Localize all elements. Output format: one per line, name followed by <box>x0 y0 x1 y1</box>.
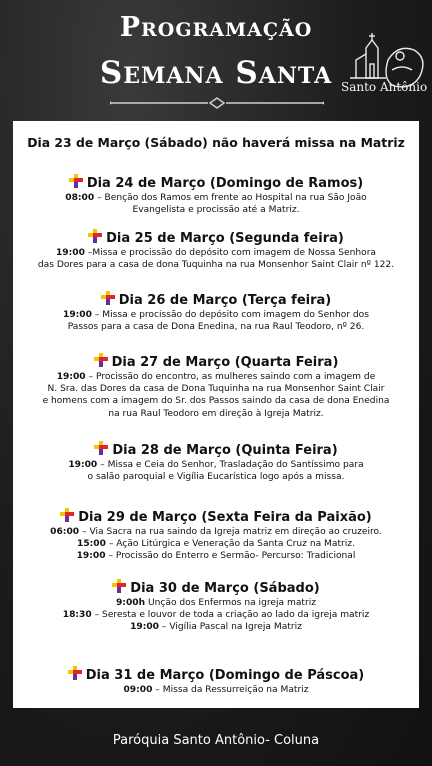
day-title-text: Dia 28 de Março (Quinta Feira) <box>112 443 338 458</box>
schedule-time: 18:30 <box>62 610 92 621</box>
schedule-line <box>13 309 419 321</box>
day-section <box>13 579 419 634</box>
schedule-text: Unção dos Enfermos na igreja matriz <box>145 598 316 608</box>
day-title <box>13 441 419 459</box>
schedule-line <box>13 204 419 216</box>
schedule-text: – Vigília Pascal na Igreja Matriz <box>159 622 302 633</box>
schedule-time: 09:00 <box>123 685 153 695</box>
cross-icon <box>94 441 108 455</box>
schedule-line <box>13 321 419 333</box>
schedule-line <box>13 471 419 483</box>
schedule-time: 19:00 <box>55 248 85 258</box>
schedule-time: 06:00 <box>50 527 80 537</box>
schedule-line <box>13 371 419 383</box>
schedule-text: – Procissão do encontro, as mulheres saindo com a imagem de <box>85 372 376 382</box>
cross-icon <box>60 508 74 522</box>
schedule-text: – Missa e Ceia do Senhor, Trasladação do Santíssimo para <box>97 460 364 470</box>
day-section <box>13 441 419 483</box>
day-title <box>13 666 419 684</box>
day-title <box>13 579 419 597</box>
day-title-text: Dia 26 de Março (Terça feira) <box>118 293 332 308</box>
schedule-text: Passos para a casa de Dona Enedina, na rua Raul Teodoro, nº 26. <box>67 322 365 333</box>
day-section <box>13 229 419 271</box>
schedule-line <box>13 259 419 271</box>
day-title-text: Dia 24 de Março (Domingo de Ramos) <box>86 176 364 191</box>
schedule-time: 9:00h <box>115 598 146 608</box>
schedule-line <box>13 621 419 633</box>
schedule-text: – Benção dos Ramos em frente ao Hospital na rua São João <box>94 193 367 203</box>
schedule-text: N. Sra. das Dores da casa de Dona Tuquinha na rua Monsenhor Saint Clair <box>47 384 385 395</box>
schedule-text: – Procissão do Enterro e Sermão- Percurso: Tradicional <box>105 551 356 562</box>
schedule-text: – Missa e procissão do depósito com imagem do Senhor dos <box>91 310 369 320</box>
day-section <box>13 291 419 333</box>
day-section <box>13 666 419 696</box>
day-title-text: Dia 25 de Março (Segunda feira) <box>106 231 344 246</box>
parish-logo-text: Santo Antônio <box>341 80 428 94</box>
footer-parish-name: Paróquia Santo Antônio- Coluna <box>112 733 320 748</box>
schedule-line <box>13 408 419 420</box>
cross-icon <box>68 666 82 680</box>
schedule-panel <box>13 121 419 708</box>
cross-icon <box>88 229 102 243</box>
cross-icon <box>101 291 115 305</box>
schedule-text: o salão paroquial e Vigília Eucarística logo após a missa. <box>87 472 345 483</box>
cross-icon <box>69 174 83 188</box>
schedule-line <box>13 459 419 471</box>
schedule-line <box>13 395 419 407</box>
schedule-text: – Via Sacra na rua saindo da Igreja matriz em direção ao cruzeiro. <box>79 527 382 537</box>
schedule-line <box>13 192 419 204</box>
no-mass-notice: Dia 23 de Março (Sábado) não haverá missa na Matriz <box>27 135 405 150</box>
day-title <box>13 174 419 192</box>
cross-icon <box>112 579 126 593</box>
day-title <box>13 229 419 247</box>
schedule-time: 19:00 <box>63 310 92 320</box>
schedule-text: na rua Raul Teodoro em direção à Igreja Matriz. <box>108 408 324 419</box>
schedule-line <box>13 609 419 621</box>
schedule-line <box>13 526 419 538</box>
schedule-time: 19:00 <box>68 460 98 470</box>
schedule-line <box>13 597 419 609</box>
schedule-time: 15:00 <box>77 539 106 550</box>
schedule-text: Evangelista e procissão até a Matriz. <box>132 205 300 216</box>
schedule-text: – Seresta e louvor de toda a criação ao lado da igreja matriz <box>91 610 370 621</box>
schedule-text: – Missa da Ressurreição na Matriz <box>152 685 309 695</box>
schedule-time: 08:00 <box>65 193 95 203</box>
schedule-line <box>13 684 419 696</box>
schedule-text: –Missa e procissão do depósito com imagem de Nossa Senhora <box>84 248 377 258</box>
schedule-line <box>13 247 419 259</box>
day-title-text: Dia 30 de Março (Sábado) <box>130 581 320 596</box>
schedule-text: – Ação Litúrgica e Veneração da Santa Cruz na Matriz. <box>105 539 355 550</box>
day-title <box>13 291 419 309</box>
day-section <box>13 353 419 420</box>
title-line-2: Semana Santa <box>99 55 333 91</box>
day-title <box>13 508 419 526</box>
schedule-line <box>13 538 419 550</box>
schedule-time: 19:00 <box>56 372 86 382</box>
schedule-text: e homens com a imagem do Sr. dos Passos saindo da casa de dona Enedina <box>42 396 390 407</box>
day-title-text: Dia 29 de Março (Sexta Feira da Paixão) <box>78 510 372 525</box>
schedule-time: 19:00 <box>76 551 106 562</box>
day-title-text: Dia 27 de Março (Quarta Feira) <box>111 355 339 370</box>
day-title <box>13 353 419 371</box>
schedule-time: 19:00 <box>130 622 160 633</box>
schedule-text: das Dores para a casa de dona Tuquinha na rua Monsenhor Saint Clair nº 122. <box>37 260 395 271</box>
schedule-line <box>13 550 419 562</box>
day-section <box>13 508 419 563</box>
title-line-1: Programação <box>119 12 313 43</box>
day-section <box>13 174 419 216</box>
cross-icon <box>94 353 108 367</box>
day-title-text: Dia 31 de Março (Domingo de Páscoa) <box>85 668 365 683</box>
schedule-line <box>13 383 419 395</box>
ornament-divider <box>110 97 324 109</box>
